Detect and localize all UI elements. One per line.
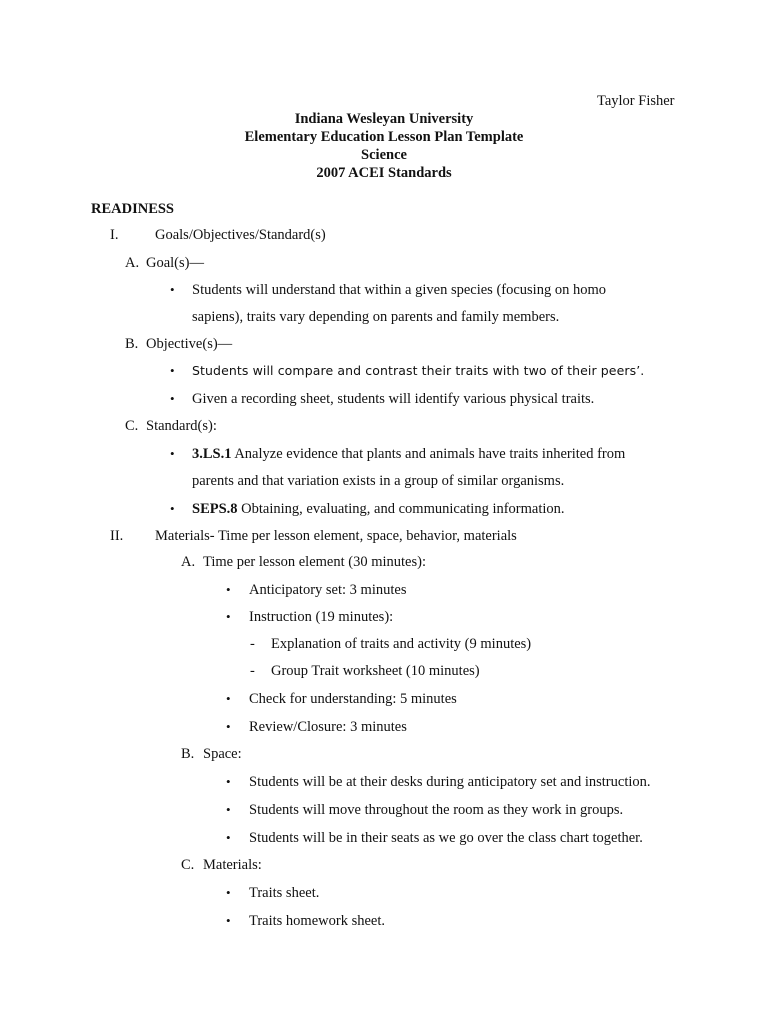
materials-item-2: Traits homework sheet.	[249, 913, 385, 929]
time-subitem-worksheet: Group Trait worksheet (10 minutes)	[271, 663, 480, 679]
time-item-anticipatory: Anticipatory set: 3 minutes	[249, 582, 407, 598]
time-bullet-2-icon: •	[226, 609, 231, 624]
standard-2-code: SEPS.8	[192, 501, 238, 517]
header-subject: Science	[361, 147, 407, 163]
standard-1-text: Analyze evidence that plants and animals have traits inherited from	[231, 446, 626, 462]
objective-bullet-2-icon: •	[170, 391, 175, 406]
space-label: Space:	[203, 746, 242, 762]
standard-2-line	[192, 500, 565, 518]
space-letter: B.	[181, 746, 195, 762]
standard-1-line2: parents and that variation exists in a group of similar organisms.	[192, 473, 565, 489]
time-subitem-explanation: Explanation of traits and activity (9 minutes)	[271, 636, 532, 652]
space-item-2: Students will move throughout the room as they work in groups.	[249, 802, 624, 818]
standard-label: Standard(s):	[146, 418, 217, 434]
part1-numeral: I.	[110, 227, 119, 243]
space-bullet-2-icon: •	[226, 802, 231, 817]
objective-text-2: Given a recording sheet, students will identify various physical traits.	[192, 391, 595, 407]
space-bullet-1-icon: •	[226, 774, 231, 789]
standard-bullet-2-icon: •	[170, 501, 175, 516]
materials-label: Materials:	[203, 857, 262, 873]
objective-label: Objective(s)—	[146, 336, 233, 352]
standard-bullet-1-icon: •	[170, 446, 175, 461]
objective-letter: B.	[125, 336, 139, 352]
time-item-instruction: Instruction (19 minutes):	[249, 609, 394, 625]
goal-letter: A.	[125, 255, 140, 271]
goal-bullet-icon: •	[170, 282, 175, 297]
header-university: Indiana Wesleyan University	[294, 111, 474, 127]
goal-text-line2: sapiens), traits vary depending on parents and family members.	[192, 309, 560, 325]
section-title-readiness: READINESS	[91, 201, 174, 217]
standard-1-code: 3.LS.1	[192, 446, 232, 462]
objective-bullet-1-icon: •	[170, 363, 175, 378]
header-template-title: Elementary Education Lesson Plan Template	[244, 129, 524, 145]
part2-title: Materials- Time per lesson element, space, behavior, materials	[155, 528, 517, 544]
time-dash-1-icon: -	[250, 636, 255, 652]
time-bullet-4-icon: •	[226, 719, 231, 734]
time-bullet-3-icon: •	[226, 691, 231, 706]
materials-bullet-1-icon: •	[226, 885, 231, 900]
time-dash-2-icon: -	[250, 663, 255, 679]
standard-2-text: Obtaining, evaluating, and communicating information.	[237, 501, 565, 517]
time-label: Time per lesson element (30 minutes):	[203, 554, 426, 570]
time-item-check: Check for understanding: 5 minutes	[249, 691, 457, 707]
objective-text-1: Students will compare and contrast their traits with two of their peers’.	[192, 363, 645, 378]
part2-numeral: II.	[110, 528, 124, 544]
header-standards: 2007 ACEI Standards	[316, 165, 452, 181]
space-item-3: Students will be in their seats as we go over the class chart together.	[249, 830, 643, 846]
space-item-1: Students will be at their desks during anticipatory set and instruction.	[249, 774, 651, 790]
time-letter: A.	[181, 554, 196, 570]
author-name: Taylor Fisher	[597, 93, 675, 109]
standard-letter: C.	[125, 418, 139, 434]
materials-bullet-2-icon: •	[226, 913, 231, 928]
materials-item-1: Traits sheet.	[249, 885, 320, 901]
part1-title: Goals/Objectives/Standard(s)	[155, 227, 326, 243]
time-item-review: Review/Closure: 3 minutes	[249, 719, 407, 735]
space-bullet-3-icon: •	[226, 830, 231, 845]
materials-letter: C.	[181, 857, 195, 873]
time-bullet-1-icon: •	[226, 582, 231, 597]
goal-label: Goal(s)—	[146, 255, 204, 271]
goal-text-line1: Students will understand that within a given species (focusing on homo	[192, 282, 606, 298]
standard-1-line1	[192, 445, 625, 463]
